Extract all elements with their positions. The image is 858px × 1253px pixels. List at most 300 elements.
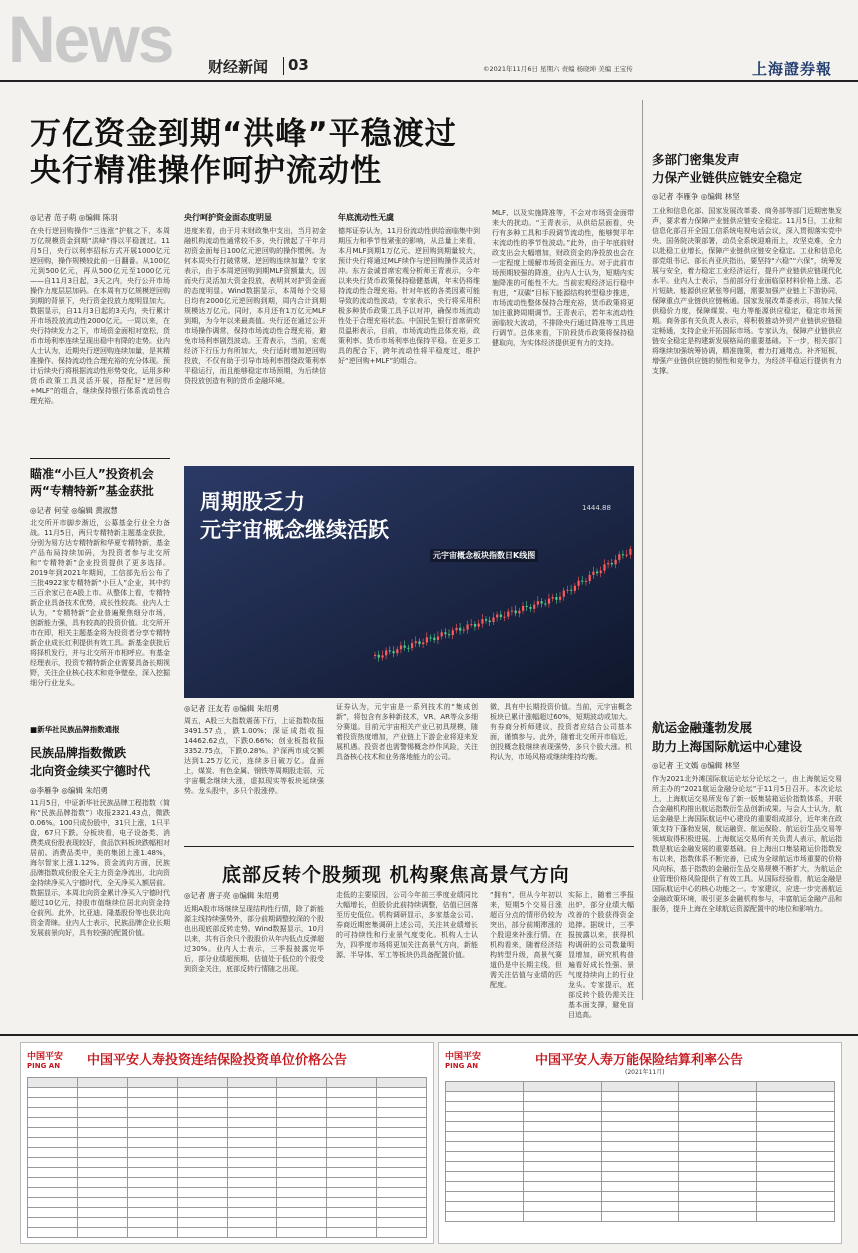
ad-table-cell xyxy=(679,1212,757,1222)
chart-label: 元宇宙概念板块指数日K线图 xyxy=(430,549,538,562)
ad-table-cell xyxy=(446,1212,524,1222)
ad-table-cell xyxy=(127,1228,177,1238)
candle-body xyxy=(629,549,631,555)
column-divider xyxy=(642,100,643,1000)
ad-table-cell xyxy=(277,1108,327,1118)
ad-table-cell xyxy=(227,1108,277,1118)
ad-table-cell xyxy=(377,1218,427,1228)
ad2-logo-en: PING AN xyxy=(445,1062,479,1070)
side1-headline-1: 多部门密集发声 xyxy=(652,152,740,167)
ad-table-cell xyxy=(679,1142,757,1152)
candle-body xyxy=(418,641,420,644)
ad-table-row xyxy=(446,1082,835,1092)
ad-table-cell xyxy=(28,1208,78,1218)
ad-table-row xyxy=(446,1192,835,1202)
ad-table-cell xyxy=(77,1108,127,1118)
ad-table-cell xyxy=(523,1192,601,1202)
ad-table-cell xyxy=(327,1088,377,1098)
ad-table-cell xyxy=(601,1162,679,1172)
candle-body xyxy=(518,611,520,613)
ad-table-cell xyxy=(679,1172,757,1182)
ad-table-cell xyxy=(377,1228,427,1238)
candle-body xyxy=(589,575,591,581)
candle-body xyxy=(585,581,587,582)
candle-body xyxy=(544,604,546,605)
candle-body xyxy=(422,642,424,644)
candle-body xyxy=(396,649,398,653)
ad-table-cell xyxy=(377,1148,427,1158)
ad-table-cell xyxy=(757,1182,835,1192)
candle-body xyxy=(578,581,580,586)
ad-table-cell xyxy=(277,1088,327,1098)
ad-table-cell xyxy=(327,1168,377,1178)
ad-table-cell xyxy=(757,1092,835,1102)
ad-table-cell xyxy=(28,1108,78,1118)
lead-col-3: 德邦证券认为，11月份流动性供给面临集中到期压力和季节性紧张的影响，从总量上来看，本月MLF到期1万亿元、逆回购到期量较大，预计央行将通过MLF续作与逆回购操作灵活对冲。东方金诚首席宏观分析师王青表示，今年以来央行货币政策保持稳健基调，年末仍将维持流动性合理充裕。针对年底的各类因素可能导致的流动性波动，专家表示，央行将采用积极多种货币政策工具予以对冲，确保市场流动性处于合理充裕状态。中国民生银行首席研究员温彬表示，目前，市场流动性总体充裕，政策利率、货币市场利率也保持平稳。在更多工具的配合下，跨年流动性将平稳度过，维护好“逆回购+MLF”的组合。 xyxy=(338,227,480,365)
ad-table-row xyxy=(28,1108,427,1118)
ad-table-cell xyxy=(523,1112,601,1122)
ad-table-cell xyxy=(177,1148,227,1158)
ad-table-cell xyxy=(679,1192,757,1202)
left-story2-label: ■新华社民族品牌指数通报 xyxy=(30,725,120,734)
candle-body xyxy=(478,624,480,627)
ad-table-cell xyxy=(77,1088,127,1098)
ad-table-cell xyxy=(177,1128,227,1138)
ad-table-cell xyxy=(757,1162,835,1172)
ad-table-cell xyxy=(446,1162,524,1172)
ad-table-cell xyxy=(523,1152,601,1162)
ad-table-cell xyxy=(77,1228,127,1238)
ad-table-cell xyxy=(523,1182,601,1192)
ad-table-cell xyxy=(757,1192,835,1202)
ad-table-cell xyxy=(77,1208,127,1218)
ad-table-cell xyxy=(227,1148,277,1158)
candle-body xyxy=(393,651,395,653)
candle-body xyxy=(618,554,620,560)
ad-table-cell xyxy=(446,1192,524,1202)
ad-table-cell xyxy=(327,1128,377,1138)
ad-table-cell xyxy=(177,1178,227,1188)
ad-table-cell xyxy=(327,1178,377,1188)
candle-body xyxy=(533,605,535,609)
side1-byline: ◎记者 李雁争 ◎编辑 林坚 xyxy=(652,192,740,201)
ad-table-cell xyxy=(327,1198,377,1208)
ad-table-cell xyxy=(523,1142,601,1152)
candle-body xyxy=(563,591,565,597)
ad-table-cell xyxy=(757,1122,835,1132)
candle-body xyxy=(463,630,465,631)
candle-body xyxy=(389,650,391,651)
ad2-subtitle: (2021年11月) xyxy=(625,1069,665,1076)
ad-table-cell xyxy=(127,1088,177,1098)
candle-body xyxy=(404,646,406,648)
ad-table-cell xyxy=(327,1148,377,1158)
ad-table-cell xyxy=(679,1122,757,1132)
ad-table-cell xyxy=(227,1188,277,1198)
ad-table-row xyxy=(446,1162,835,1172)
masthead xyxy=(0,0,858,80)
bottom-col-1: 近期A股市场继续呈现结构性行情，除了新能源主线持续强势外，部分前期调整较深的个股也出现底部反转走势。Wind数据显示，10月以来，共有百余只个股股价从年内低点反弹超过30%。业内人士表示，三季报披露完毕后，部分业绩超预期、估值处于低位的个股受到资金关注，底部反转行情随之出现。 xyxy=(184,905,324,973)
candle-body xyxy=(537,601,539,604)
ad-table-cell xyxy=(277,1208,327,1218)
ad-table-cell xyxy=(77,1218,127,1228)
chart-col-3: 微，具有中长期投资价值。当前，元宇宙概念板块已累计涨幅超过60%，短期波动或加大。有券商分析师建议，投资者应结合公司基本面，谨慎参与。此外，随着北交所开市临近，创投概念股继续表现强势，多只个股大涨。机构认为，市场风格或继续维持均衡。 xyxy=(490,703,632,761)
candle-body xyxy=(459,628,461,631)
lead-col-1: 在央行逆回购操作“三连涨”护航之下，本周万亿规模资金到期“洪峰”得以平稳渡过。11月5日，央行以利率招标方式开展1000亿元逆回购，操作规模较此前一日翻番。从100亿元到500亿元，再从500亿元至1000亿元——自11月3日起，3天之内，央行公开市场操作力度层层加码。在本周有万亿规模逆回购到期的背景下，央行资金投放力度明显加大。数据显示，自11月3日起的3天内，央行累计开市场投放流动性2000亿元。一周以来，在央行持续发力之下，市场资金面相对宽松，货币市场利率连续呈现出稳中有降的走势。业内人士认为，近期央行逆回购连续加量，是其精准操作、保持流动性合理充裕的充分体现。预计后续央行将根据流动性形势变化，运用多种货币政策工具灵活开展，搭配好“逆回购+MLF”的组合，继续保持银行体系流动性合理充裕。 xyxy=(30,227,170,405)
ad-table-cell xyxy=(277,1168,327,1178)
ad-table-row xyxy=(446,1092,835,1102)
ad-table-cell xyxy=(679,1132,757,1142)
lead-byline: ◎记者 范子萌 ◎编辑 陈羽 xyxy=(30,213,118,222)
ad-table-cell xyxy=(77,1198,127,1208)
ad-table-cell xyxy=(327,1078,377,1088)
candle-body xyxy=(570,590,572,591)
ad1-logo-en: PING AN xyxy=(27,1062,61,1070)
side1-body: 工业和信息化部、国家发展改革委、商务部等部门近期密集发声，要求着力保障产业链供应链安全稳定。11月5日，工业和信息化部召开全国工信系统电视电话会议，深入贯彻落实党中央、国务院决策部署，动员全系统迎难而上，攻坚克难，全力以赴稳工业增长，保障产业链供应链安全稳定。工业和信息化部党组书记、部长肖亚庆指出，要坚持“六稳”“六保”，统筹发展与安全，着力稳定工业经济运行，提升产业链供应链现代化水平。业内人士表示，当前部分行业面临原材料价格上涨、芯片短缺、能源供应紧张等问题，需要加强产业链上下游协同，保障重点产业链供应链畅通。国家发展改革委表示，将加大保供稳价力度，保障煤炭、电力等能源供应稳定，稳定市场预期。商务部有关负责人表示，将积极推动外贸产业链供应链稳定畅通，支持企业开拓国际市场。专家认为，保障产业链供应链安全稳定是构建新发展格局的重要基础。下一步，相关部门将继续加强统筹协调，精准施策，着力打通堵点、补齐短板，增强产业链供应链的韧性和竞争力，为经济平稳运行提供有力支撑。 xyxy=(652,207,842,375)
ad-table-cell xyxy=(601,1172,679,1182)
ad-table-row xyxy=(28,1098,427,1108)
ad-table-cell xyxy=(757,1082,835,1092)
ad-table-cell xyxy=(77,1158,127,1168)
bottom-feature-byline: ◎记者 唐子亮 ◎编辑 朱绍勇 xyxy=(184,891,280,900)
ad-table-cell xyxy=(377,1168,427,1178)
candle-body xyxy=(592,572,594,575)
candle-body xyxy=(566,590,568,591)
ad-table-row xyxy=(28,1148,427,1158)
ad-table-cell xyxy=(28,1148,78,1158)
ad-table-cell xyxy=(327,1218,377,1228)
ad-table-cell xyxy=(127,1198,177,1208)
candle-body xyxy=(452,630,454,635)
ad-table-cell xyxy=(446,1142,524,1152)
ad-table-cell xyxy=(77,1138,127,1148)
ad-table-cell xyxy=(377,1108,427,1118)
ad-table-cell xyxy=(177,1158,227,1168)
ad-table-row xyxy=(446,1152,835,1162)
ad-table-cell xyxy=(601,1112,679,1122)
ad-table-cell xyxy=(679,1182,757,1192)
ad-table-cell xyxy=(28,1188,78,1198)
ad-table-cell xyxy=(377,1158,427,1168)
ad-table-cell xyxy=(523,1202,601,1212)
chart-price-label: 1444.88 xyxy=(582,504,611,512)
side2-body: 作为2021北外滩国际航运论坛分论坛之一，由上海航运交易所主办的“2021航运金融分论坛”于11月5日召开。本次论坛上，上海航运交易所发布了新一版集装箱运价指数体系，并联合金融机构推出航运指数衍生品创新成果。与会人士认为，航运金融是上海国际航运中心建设的重要组成部分，近年来在政策支持下蓬勃发展，航运融资、航运保险、航运衍生品交易等领域取得积极进展。上海航运交易所有关负责人表示，航运指数是航运金融发展的重要基础。自上海出口集装箱运价指数发布以来，指数体系不断完善，已成为全球航运市场重要的价格风向标，基于指数的金融衍生品交易规模不断扩大，为航运企业管理价格风险提供了有效工具。从国际经验看，航运金融是国际航运中心的核心功能之一。专家建议，应进一步完善航运金融政策环境，吸引更多金融机构参与，丰富航运金融产品和服务，提升上海在全球航运资源配置中的地位和影响力。 xyxy=(652,775,842,913)
ad-table-cell xyxy=(227,1128,277,1138)
ad-table-cell xyxy=(601,1102,679,1112)
ad-table-cell xyxy=(127,1098,177,1108)
ad-table-cell xyxy=(446,1112,524,1122)
ad-table-cell xyxy=(227,1178,277,1188)
ad-table-cell xyxy=(28,1118,78,1128)
ad-table-cell xyxy=(523,1102,601,1112)
ad-table-cell xyxy=(377,1208,427,1218)
ad1-table xyxy=(27,1077,427,1237)
ad-table-cell xyxy=(77,1128,127,1138)
candle-body xyxy=(529,607,531,609)
candle-body xyxy=(541,601,543,603)
candle-body xyxy=(426,637,428,642)
ad-table-cell xyxy=(757,1112,835,1122)
ad2-title: 中国平安人寿万能保险结算利率公告 xyxy=(535,1053,744,1068)
ad-table-cell xyxy=(28,1218,78,1228)
ad-table-cell xyxy=(127,1128,177,1138)
ad-table-cell xyxy=(523,1082,601,1092)
ad-table-cell xyxy=(277,1158,327,1168)
candle-body xyxy=(622,554,624,555)
ad-table-row xyxy=(28,1208,427,1218)
ad-table-cell xyxy=(679,1112,757,1122)
ad-table-cell xyxy=(177,1108,227,1118)
ad-table-cell xyxy=(601,1092,679,1102)
candle-body xyxy=(485,619,487,620)
ad-table-row xyxy=(28,1228,427,1238)
ad-table-cell xyxy=(601,1182,679,1192)
lead-subhead-2: 年底流动性无虞 xyxy=(338,213,394,222)
ad-table-cell xyxy=(177,1188,227,1198)
ad-table-cell xyxy=(757,1102,835,1112)
ad-right xyxy=(438,1042,842,1244)
ad-table-cell xyxy=(523,1132,601,1142)
candle-body xyxy=(378,655,380,658)
left-story2-byline: ◎李雁争 ◎编辑 朱绍勇 xyxy=(30,786,108,795)
ad-table-cell xyxy=(227,1098,277,1108)
ad-table-cell xyxy=(601,1152,679,1162)
candle-body xyxy=(504,617,506,618)
ad-table-cell xyxy=(127,1148,177,1158)
ad-table-cell xyxy=(28,1088,78,1098)
ad-table-cell xyxy=(523,1122,601,1132)
candle-body xyxy=(407,648,409,649)
ad-table-cell xyxy=(377,1178,427,1188)
ad-table-cell xyxy=(177,1078,227,1088)
ad-table-cell xyxy=(177,1118,227,1128)
candle-body xyxy=(615,560,617,564)
ad-table-cell xyxy=(177,1088,227,1098)
candle-body xyxy=(374,655,376,656)
candle-body xyxy=(489,621,491,622)
ad-table-cell xyxy=(227,1088,277,1098)
ad-table-row xyxy=(28,1168,427,1178)
side2-headline-2: 助力上海国际航运中心建设 xyxy=(652,739,803,754)
ad-table-cell xyxy=(377,1088,427,1098)
ad-table-cell xyxy=(177,1198,227,1208)
ad-table-row xyxy=(28,1178,427,1188)
ad-table-cell xyxy=(227,1218,277,1228)
ad-table-cell xyxy=(446,1202,524,1212)
ad-table-cell xyxy=(127,1078,177,1088)
ad-table-cell xyxy=(523,1092,601,1102)
candle-body xyxy=(400,646,402,650)
chart-headline-1: 周期股乏力 xyxy=(200,490,305,514)
candle-body xyxy=(596,572,598,574)
ad-table-row xyxy=(28,1138,427,1148)
ad-table-cell xyxy=(523,1162,601,1172)
ad-table-cell xyxy=(601,1212,679,1222)
left-story1-headline-2: 两“专精特新”基金获批 xyxy=(30,484,154,498)
lead-subhead-1: 央行呵护资金面态度明显 xyxy=(184,213,272,222)
candle-body xyxy=(500,615,502,618)
ad-table-cell xyxy=(679,1162,757,1172)
ad-table-cell xyxy=(277,1138,327,1148)
candle-body xyxy=(474,624,476,627)
ad-table-cell xyxy=(377,1128,427,1138)
ad-table-row xyxy=(446,1132,835,1142)
ad-table-cell xyxy=(327,1228,377,1238)
chart-byline: ◎记者 汪友若 ◎编辑 朱绍勇 xyxy=(184,704,280,713)
ad-table-cell xyxy=(127,1118,177,1128)
side1-headline-2: 力保产业链供应链安全稳定 xyxy=(652,170,803,185)
ad-table-cell xyxy=(177,1098,227,1108)
ad-table-row xyxy=(446,1142,835,1152)
candle-body xyxy=(607,563,609,564)
candle-body xyxy=(548,599,550,604)
ad-table-cell xyxy=(227,1078,277,1088)
candle-body xyxy=(433,638,435,640)
ad-table-cell xyxy=(601,1132,679,1142)
ad-table-row xyxy=(28,1188,427,1198)
ad-table-cell xyxy=(377,1198,427,1208)
ad-table-cell xyxy=(327,1158,377,1168)
candle-body xyxy=(470,624,472,625)
ad-table-cell xyxy=(277,1148,327,1158)
ad-table-row xyxy=(28,1118,427,1128)
ad-table-cell xyxy=(446,1152,524,1162)
side2-byline: ◎记者 王文嫣 ◎编辑 林坚 xyxy=(652,761,740,770)
ad-table-cell xyxy=(277,1078,327,1088)
candle-body xyxy=(626,555,628,556)
ad-table-cell xyxy=(28,1198,78,1208)
left-story2-headline-2: 北向资金续买宁德时代 xyxy=(30,764,151,778)
left-story2-body: 11月5日，中证新华社民族品牌工程指数（简称“民族品牌指数”）收报2321.43点，微跌0.06%。100只成份股中，31只上涨，1只平盘，67只下跌。分板块看，电子设备类、消费类成份股表现较好，食品饮料板块跌幅相对居前。消费品类中，美的集团上涨1.48%，海尔智家上涨1.12%。资金流向方面，民族品牌指数成份股全天主力资金净流出，北向资金持续净买入宁德时代，全天净买入额居前。数据显示，本周北向资金累计净买入宁德时代超过10亿元，持股市值继续位居北向资金持仓前列。此外，比亚迪、隆基股份等也获北向资金青睐。业内人士表示，民族品牌企业长期发展前景向好，具有较强的配置价值。 xyxy=(30,799,170,937)
ad-table-cell xyxy=(757,1132,835,1142)
ad-table-row xyxy=(446,1172,835,1182)
candle-body xyxy=(603,564,605,570)
ad-table-cell xyxy=(227,1168,277,1178)
candle-body xyxy=(381,655,383,657)
candle-body xyxy=(455,628,457,630)
ad-table-cell xyxy=(377,1188,427,1198)
ad-table-cell xyxy=(227,1158,277,1168)
ad-table-row xyxy=(446,1212,835,1222)
candle-body xyxy=(600,571,602,574)
ad2-logo xyxy=(445,1049,481,1070)
bottom-feature-rule xyxy=(184,846,634,847)
side2-headline-1: 航运金融蓬勃发展 xyxy=(652,720,753,735)
ad-table-cell xyxy=(446,1082,524,1092)
candle-body xyxy=(481,619,483,623)
section-divider xyxy=(283,57,284,75)
ad1-logo xyxy=(27,1049,63,1070)
ad-table-cell xyxy=(327,1188,377,1198)
ad-table-cell xyxy=(523,1212,601,1222)
ad-table-cell xyxy=(327,1138,377,1148)
ad2-table xyxy=(445,1081,835,1231)
ad-table-row xyxy=(28,1158,427,1168)
ad-table-cell xyxy=(177,1138,227,1148)
candle-body xyxy=(437,636,439,640)
ad-table-cell xyxy=(277,1178,327,1188)
ad-table-cell xyxy=(77,1168,127,1178)
news-word: News xyxy=(8,2,173,76)
ad-table-cell xyxy=(77,1078,127,1088)
bottom-col-3: “拥有”，但从今年初以来，短期5个交易日涨超百分点的情形仍较为突出，部分前期滞涨的个股迎来补涨行情。在机构看来，随着经济结构转型升级，高景气赛道仍是中长期主线，但需关注估值与业绩的匹配度。 xyxy=(490,891,562,989)
page-number: 03 xyxy=(288,56,309,74)
bottom-feature-headline: 底部反转个股频现 机构聚焦高景气方向 xyxy=(222,864,570,886)
ad-table-cell xyxy=(28,1168,78,1178)
ad-table-cell xyxy=(227,1228,277,1238)
ad-table-cell xyxy=(177,1208,227,1218)
ad-table-cell xyxy=(446,1092,524,1102)
ad-table-cell xyxy=(446,1132,524,1142)
bottom-col-2: 走低的主要原因，公司今年前三季度业绩同比大幅增长，但股价此前持续调整，估值已回落至历史低位。机构调研显示，多家基金公司、券商近期密集调研上述公司，关注其业绩增长的可持续性和行业景气度变化。机构人士认为，四季度市场将更加关注高景气方向，新能源、半导体、军工等板块仍具备配置价值。 xyxy=(336,891,478,959)
ad-table-cell xyxy=(28,1228,78,1238)
ad-table-cell xyxy=(127,1208,177,1218)
ad-table-cell xyxy=(28,1158,78,1168)
ad-table-row xyxy=(28,1218,427,1228)
ad-table-row xyxy=(28,1128,427,1138)
ad-table-cell xyxy=(601,1142,679,1152)
ad-table-cell xyxy=(77,1098,127,1108)
chart-headline-2: 元宇宙概念继续活跃 xyxy=(200,518,389,542)
ad2-logo-cn: 中国平安 xyxy=(445,1052,482,1062)
ad-table-cell xyxy=(127,1138,177,1148)
ad-table-cell xyxy=(227,1118,277,1128)
candle-body xyxy=(492,617,494,622)
lead-col-4: MLF、以及实施降准等，不会对市场资金面带来大的扰动。“王青表示，从供给层面看，央行有多种工具和手段调节流动性，能够熨平年末流动性的季节性波动。”此外，由于年底前财政支出会大幅增加，财政资金的净投放也会在一定程度上缓解市场资金面压力。对于此前市场预期较强的降准，业内人士认为，短期内实施降准的可能性不大。当前宏观经济运行稳中有进，“双碳”目标下能源结构转型稳步推进，市场流动性整体保持合理充裕，货币政策将更加注重跨周期调节。王青表示，若年末流动性面临较大波动，不排除央行通过降准等工具进行调节。总体来看，下阶段货币政策将保持稳健取向，为实体经济提供更有力的支持。 xyxy=(492,209,634,347)
ad-table-cell xyxy=(77,1118,127,1128)
candle-body xyxy=(559,597,561,600)
ad1-title: 中国平安人寿投资连结保险投资单位价格公告 xyxy=(87,1053,348,1068)
ad-table-cell xyxy=(127,1218,177,1228)
ad-table-cell xyxy=(757,1152,835,1162)
ad-table-cell xyxy=(177,1228,227,1238)
ad-table-cell xyxy=(601,1082,679,1092)
ad-table-cell xyxy=(327,1208,377,1218)
candle-body xyxy=(411,643,413,648)
ad-table-row xyxy=(28,1198,427,1208)
candle-body xyxy=(444,632,446,634)
candle-body xyxy=(507,611,509,616)
ad-table-cell xyxy=(77,1178,127,1188)
candle-body xyxy=(430,637,432,638)
ad-table-cell xyxy=(601,1192,679,1202)
lead-headline-1: 万亿资金到期“洪峰”平稳渡过 xyxy=(30,116,457,152)
candle-body xyxy=(522,606,524,611)
ad-left xyxy=(20,1042,434,1244)
candle-body xyxy=(611,563,613,564)
ad-table-cell xyxy=(227,1208,277,1218)
candle-body xyxy=(574,586,576,591)
candle-body xyxy=(467,624,469,629)
ad-table-cell xyxy=(523,1172,601,1182)
ad-table-cell xyxy=(277,1198,327,1208)
paper-name: 上海證券報 xyxy=(752,60,833,78)
ad-table-cell xyxy=(377,1118,427,1128)
ad-table-row xyxy=(446,1102,835,1112)
ad-table-cell xyxy=(277,1188,327,1198)
left-story2-headline-1: 民族品牌指数微跌 xyxy=(30,746,127,760)
ad-table-cell xyxy=(377,1098,427,1108)
ad-table-row xyxy=(446,1182,835,1192)
left-story1-headline-1: 瞄准“小巨人”投资机会 xyxy=(30,467,154,481)
ad-table-cell xyxy=(679,1152,757,1162)
ad-table-row xyxy=(28,1088,427,1098)
ad-table-cell xyxy=(77,1188,127,1198)
ad-table-cell xyxy=(227,1198,277,1208)
ad-table-cell xyxy=(377,1078,427,1088)
ad-table-cell xyxy=(446,1122,524,1132)
candle-body xyxy=(496,615,498,618)
